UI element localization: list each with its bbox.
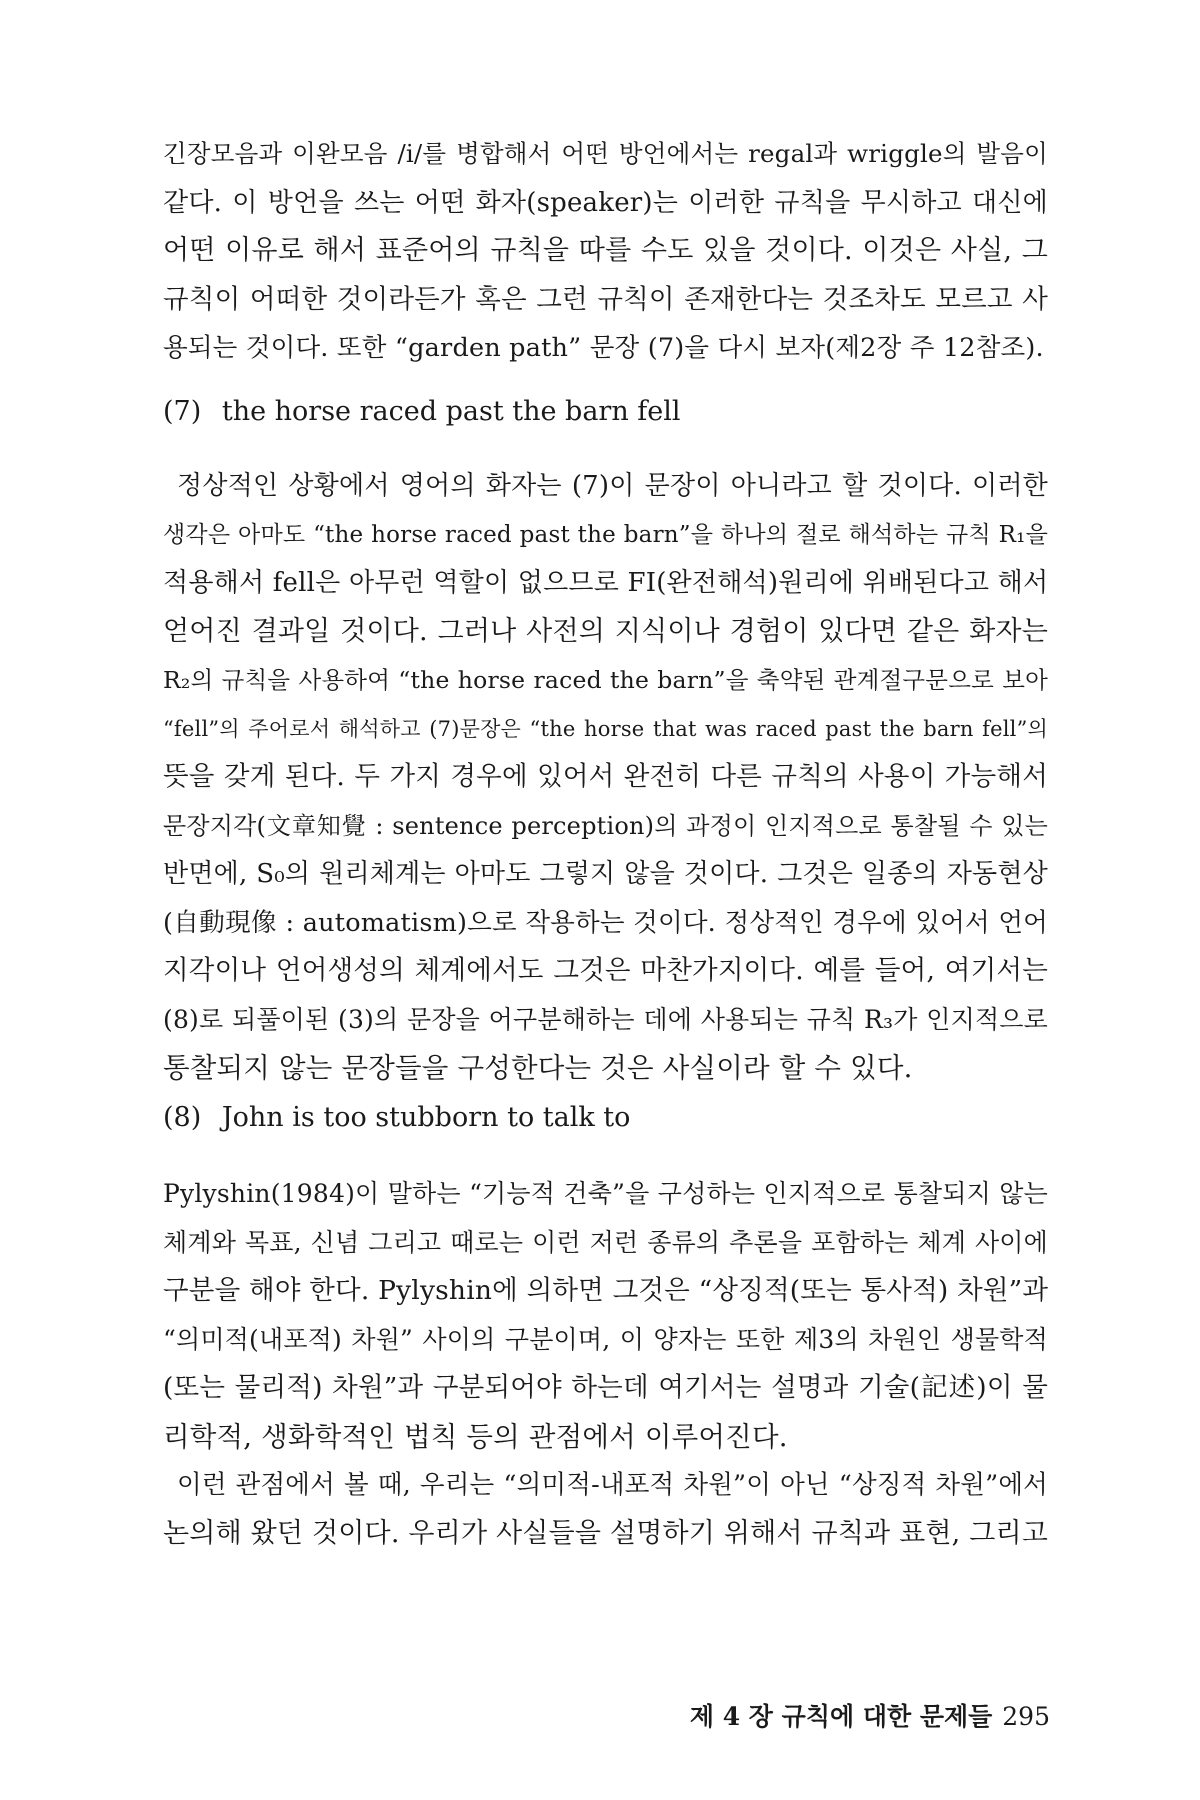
example-7: [163, 392, 681, 432]
example-8-text: John is too stubborn to talk to: [221, 1102, 631, 1133]
paragraph-4: [163, 1461, 1048, 1558]
paragraph-3-line: (또는 물리적) 차원”과 구분되어야 하는데 여기서는 설명과 기술(記述)이 물: [163, 1372, 1048, 1403]
paragraph-2-line: 생각은 아마도 “the horse raced past the barn”을 하나의 절로 해석하는 규칙 R₁을: [163, 521, 1048, 548]
paragraph-3-line: 체계와 목표, 신념 그리고 때로는 이런 저런 종류의 추론을 포함하는 체계 사이에: [163, 1227, 1048, 1257]
paragraph-2-line: R₂의 규칙을 사용하여 “the horse raced the barn”을 축약된 관계절구문으로 보아: [163, 666, 1048, 694]
running-head: 제 4 장 규칙에 대한 문제들: [689, 1702, 993, 1731]
paragraph-1-line: 어떤 이유로 해서 표준어의 규칙을 따를 수도 있을 것이다. 이것은 사실, 그: [163, 235, 1048, 266]
paragraph-1: [163, 130, 1048, 373]
paragraph-2: [163, 462, 1048, 1093]
paragraph-4-line: 이런 관점에서 볼 때, 우리는 “의미적-내포적 차원”이 아닌 “상징적 차원”에서: [177, 1470, 1048, 1500]
paragraph-2-line: 통찰되지 않는 문장들을 구성한다는 것은 사실이라 할 수 있다.: [163, 1052, 913, 1084]
paragraph-3-line: 구분을 해야 한다. Pylyshin에 의하면 그것은 “상징적(또는 통사적) 차원”과: [163, 1275, 1049, 1306]
paragraph-2-line: 반면에, S₀의 원리체계는 아마도 그렇지 않을 것이다. 그것은 일종의 자동현상: [163, 859, 1048, 889]
example-8-number: (8): [163, 1102, 202, 1133]
paragraph-1-line: 같다. 이 방언을 쓰는 어떤 화자(speaker)는 이러한 규칙을 무시하고 대신에: [163, 187, 1048, 218]
paragraph-2-line: (8)로 되풀이된 (3)의 문장을 어구분해하는 데에 사용되는 규칙 R₃가 인지적으로: [163, 1004, 1048, 1034]
paragraph-1-line: 긴장모음과 이완모음 /i/를 병합해서 어떤 방언에서는 regal과 wriggle의 발음이: [163, 139, 1048, 168]
paragraph-3-line: Pylyshin(1984)이 말하는 “기능적 건축”을 구성하는 인지적으로 통찰되지 않는: [163, 1179, 1048, 1208]
paragraph-2-line: “fell”의 주어로서 해석하고 (7)문장은 “the horse that was raced past the barn fell”의: [163, 716, 1048, 741]
example-7-number: (7): [163, 396, 202, 427]
paragraph-2-line: (自動現像 : automatism)으로 작용하는 것이다. 정상적인 경우에 있어서 언어: [163, 907, 1048, 938]
paragraph-2-line: 문장지각(文章知覺 : sentence perception)의 과정이 인지적으로 통찰될 수 있는: [163, 811, 1048, 840]
paragraph-3-line: 리학적, 생화학적인 법칙 등의 관점에서 이루어진다.: [163, 1420, 788, 1453]
paragraph-2-line: 뜻을 갖게 된다. 두 가지 경우에 있어서 완전히 다른 규칙의 사용이 가능해서: [163, 761, 1048, 792]
paragraph-4-line: 논의해 왔던 것이다. 우리가 사실들을 설명하기 위해서 규칙과 표현, 그리고: [163, 1517, 1049, 1549]
paragraph-2-line: 정상적인 상황에서 영어의 화자는 (7)이 문장이 아니라고 할 것이다. 이러한: [177, 471, 1048, 501]
paragraph-2-line: 지각이나 언어생성의 체계에서도 그것은 마찬가지이다. 예를 들어, 여기서는: [163, 955, 1048, 986]
example-7-text: the horse raced past the barn fell: [221, 396, 681, 427]
page-footer: [660, 1697, 1050, 1733]
page-number: 295: [1002, 1702, 1050, 1731]
paragraph-3: [163, 1170, 1048, 1461]
paragraph-2-line: 얻어진 결과일 것이다. 그러나 사전의 지식이나 경험이 있다면 같은 화자는: [163, 615, 1048, 647]
example-8: [163, 1098, 630, 1138]
paragraph-1-line: 규칙이 어떠한 것이라든가 혹은 그런 규칙이 존재한다는 것조차도 모르고 사: [163, 283, 1048, 315]
paragraph-2-line: 적용해서 fell은 아무런 역할이 없으므로 FI(완전해석)원리에 위배된다고 해서: [163, 568, 1049, 598]
paragraph-3-line: “의미적(내포적) 차원” 사이의 구분이며, 이 양자는 또한 제3의 차원인 생물학적: [163, 1324, 1048, 1354]
paragraph-1-line: 용되는 것이다. 또한 “garden path” 문장 (7)을 다시 보자(제2장 주 12참조).: [163, 333, 1044, 363]
